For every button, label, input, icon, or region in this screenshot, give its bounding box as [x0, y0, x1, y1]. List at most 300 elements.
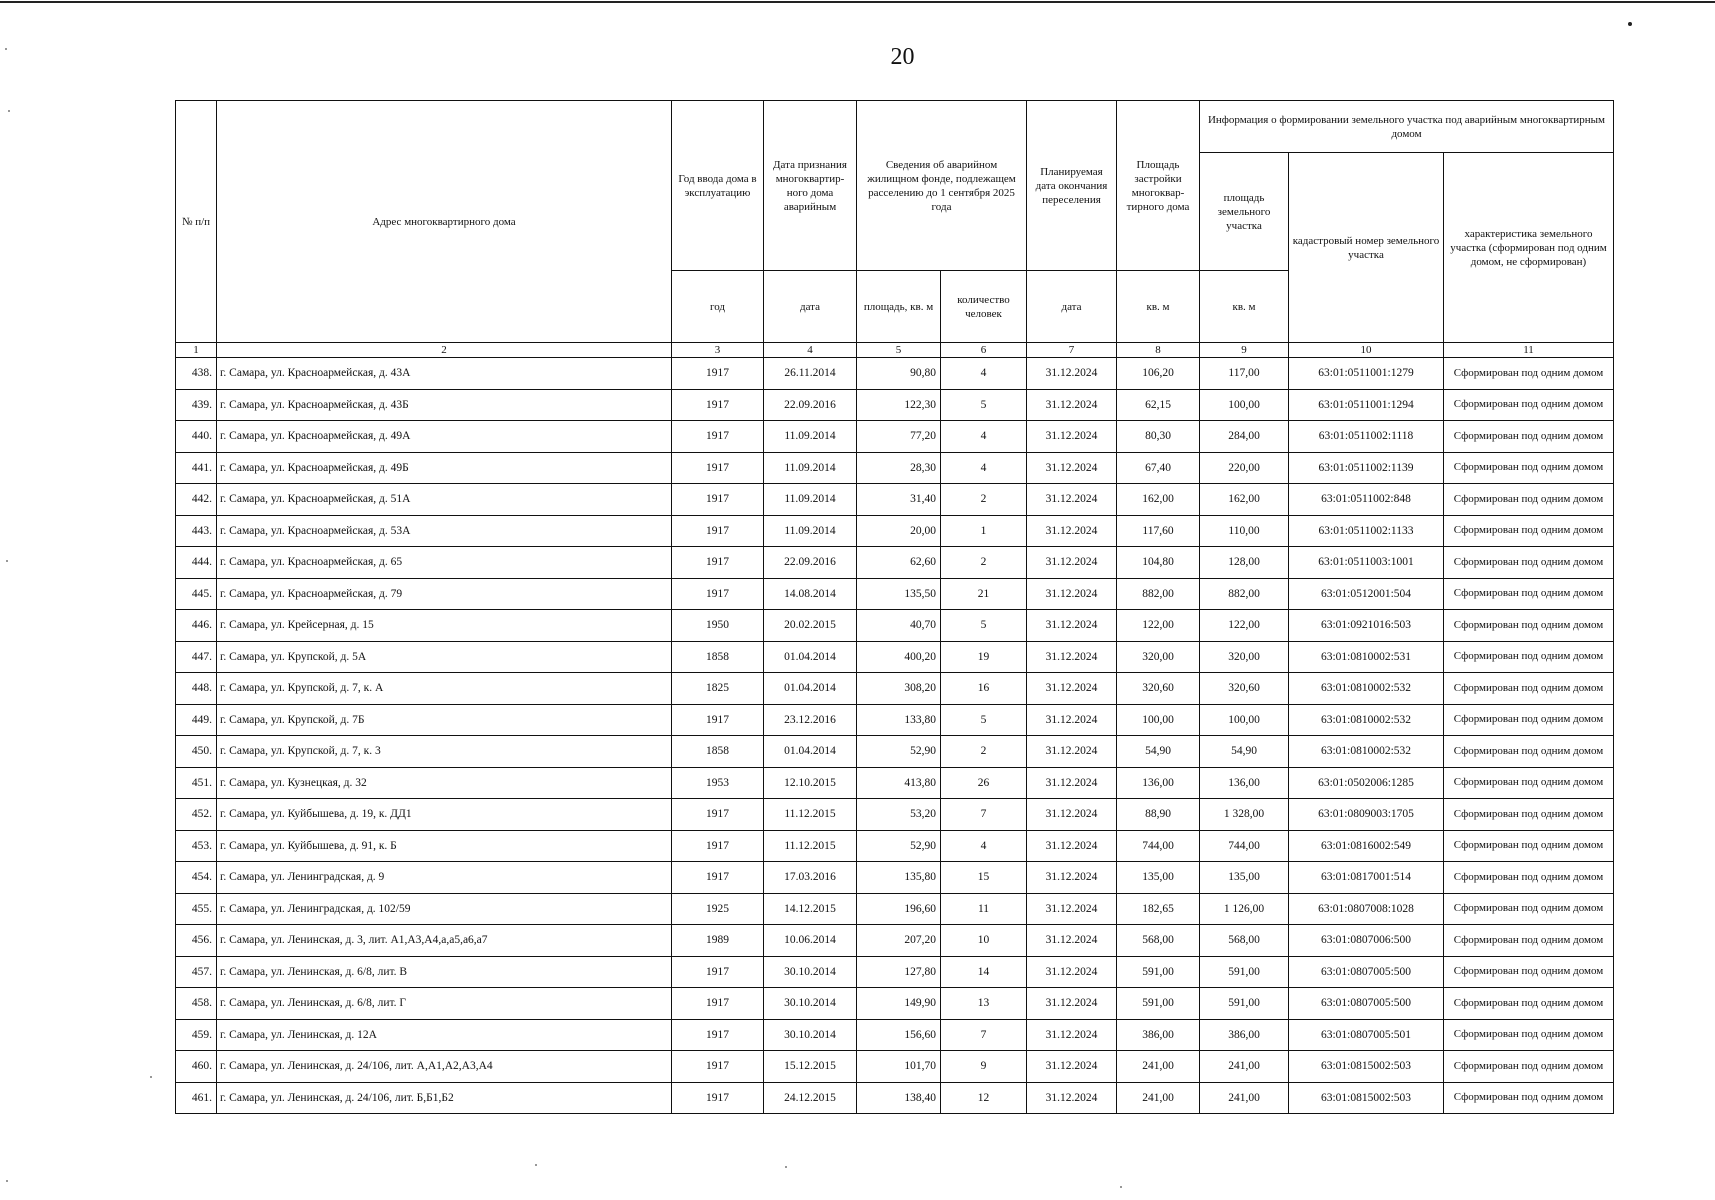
people-count-cell: 5 [941, 704, 1027, 736]
header-land-info: Информация о формировании земельного участка под аварийным многоквартирным домом [1200, 101, 1614, 153]
land-area-cell: 135,00 [1200, 862, 1289, 894]
fund-area-cell: 127,80 [857, 956, 941, 988]
fund-area-cell: 20,00 [857, 515, 941, 547]
land-area-cell: 882,00 [1200, 578, 1289, 610]
emergency-housing-table [175, 100, 1614, 1114]
planned-end-cell: 31.12.2024 [1027, 1082, 1117, 1114]
building-area-cell: 744,00 [1117, 830, 1200, 862]
table-row [176, 610, 1614, 642]
year-built-cell: 1953 [672, 767, 764, 799]
people-count-cell: 5 [941, 389, 1027, 421]
table-row [176, 547, 1614, 579]
header-planned-end: Планируемая дата окончания переселения [1027, 101, 1117, 271]
column-number: 10 [1289, 343, 1444, 358]
table-row [176, 704, 1614, 736]
building-area-cell: 241,00 [1117, 1051, 1200, 1083]
recognition-date-cell: 11.12.2015 [764, 830, 857, 862]
recognition-date-cell: 30.10.2014 [764, 956, 857, 988]
year-built-cell: 1917 [672, 484, 764, 516]
address-cell: г. Самара, ул. Красноармейская, д. 53А [217, 515, 672, 547]
people-count-cell: 19 [941, 641, 1027, 673]
cadastral-number-cell: 63:01:0511003:1001 [1289, 547, 1444, 579]
land-characteristic-cell: Сформирован под одним домом [1444, 736, 1614, 768]
year-built-cell: 1925 [672, 893, 764, 925]
recognition-date-cell: 10.06.2014 [764, 925, 857, 957]
building-area-cell: 54,90 [1117, 736, 1200, 768]
row-number: 458. [176, 988, 217, 1020]
scan-speck [5, 48, 7, 50]
planned-end-cell: 31.12.2024 [1027, 389, 1117, 421]
land-characteristic-cell: Сформирован под одним домом [1444, 925, 1614, 957]
land-characteristic-cell: Сформирован под одним домом [1444, 767, 1614, 799]
table-row [176, 925, 1614, 957]
table-row [176, 452, 1614, 484]
fund-area-cell: 400,20 [857, 641, 941, 673]
fund-area-cell: 77,20 [857, 421, 941, 453]
cadastral-number-cell: 63:01:0807006:500 [1289, 925, 1444, 957]
planned-end-cell: 31.12.2024 [1027, 893, 1117, 925]
land-characteristic-cell: Сформирован под одним домом [1444, 799, 1614, 831]
people-count-cell: 4 [941, 358, 1027, 390]
recognition-date-cell: 26.11.2014 [764, 358, 857, 390]
planned-end-cell: 31.12.2024 [1027, 767, 1117, 799]
recognition-date-cell: 11.09.2014 [764, 484, 857, 516]
address-cell: г. Самара, ул. Куйбышева, д. 19, к. ДД1 [217, 799, 672, 831]
fund-area-cell: 413,80 [857, 767, 941, 799]
land-characteristic-cell: Сформирован под одним домом [1444, 484, 1614, 516]
year-built-cell: 1917 [672, 862, 764, 894]
recognition-date-cell: 24.12.2015 [764, 1082, 857, 1114]
fund-area-cell: 138,40 [857, 1082, 941, 1114]
fund-area-cell: 149,90 [857, 988, 941, 1020]
people-count-cell: 1 [941, 515, 1027, 547]
table-row [176, 893, 1614, 925]
header-land-area: площадь земельного участка [1200, 153, 1289, 271]
scan-speck [6, 560, 8, 562]
planned-end-cell: 31.12.2024 [1027, 1019, 1117, 1051]
scan-speck [535, 1164, 537, 1166]
recognition-date-cell: 01.04.2014 [764, 736, 857, 768]
people-count-cell: 2 [941, 736, 1027, 768]
building-area-cell: 104,80 [1117, 547, 1200, 579]
row-number: 454. [176, 862, 217, 894]
table-row [176, 956, 1614, 988]
land-characteristic-cell: Сформирован под одним домом [1444, 452, 1614, 484]
year-built-cell: 1917 [672, 1082, 764, 1114]
building-area-cell: 62,15 [1117, 389, 1200, 421]
building-area-cell: 882,00 [1117, 578, 1200, 610]
fund-area-cell: 90,80 [857, 358, 941, 390]
planned-end-cell: 31.12.2024 [1027, 799, 1117, 831]
fund-area-cell: 133,80 [857, 704, 941, 736]
land-area-cell: 320,00 [1200, 641, 1289, 673]
building-area-cell: 67,40 [1117, 452, 1200, 484]
header-recognition-date: Дата признания многоквартир-ного дома аварийным [764, 101, 857, 271]
scan-speck [8, 110, 10, 112]
land-area-cell: 591,00 [1200, 956, 1289, 988]
recognition-date-cell: 23.12.2016 [764, 704, 857, 736]
planned-end-cell: 31.12.2024 [1027, 1051, 1117, 1083]
planned-end-cell: 31.12.2024 [1027, 925, 1117, 957]
year-built-cell: 1917 [672, 547, 764, 579]
column-number: 11 [1444, 343, 1614, 358]
row-number: 452. [176, 799, 217, 831]
header-unit-area: площадь, кв. м [857, 271, 941, 343]
cadastral-number-cell: 63:01:0810002:531 [1289, 641, 1444, 673]
row-number: 448. [176, 673, 217, 705]
people-count-cell: 2 [941, 547, 1027, 579]
cadastral-number-cell: 63:01:0511002:1139 [1289, 452, 1444, 484]
building-area-cell: 80,30 [1117, 421, 1200, 453]
recognition-date-cell: 01.04.2014 [764, 641, 857, 673]
people-count-cell: 10 [941, 925, 1027, 957]
row-number: 457. [176, 956, 217, 988]
cadastral-number-cell: 63:01:0809003:1705 [1289, 799, 1444, 831]
land-area-cell: 1 328,00 [1200, 799, 1289, 831]
building-area-cell: 88,90 [1117, 799, 1200, 831]
land-area-cell: 162,00 [1200, 484, 1289, 516]
cadastral-number-cell: 63:01:0815002:503 [1289, 1051, 1444, 1083]
row-number: 450. [176, 736, 217, 768]
fund-area-cell: 308,20 [857, 673, 941, 705]
year-built-cell: 1825 [672, 673, 764, 705]
row-number: 461. [176, 1082, 217, 1114]
row-number: 442. [176, 484, 217, 516]
row-number: 447. [176, 641, 217, 673]
address-cell: г. Самара, ул. Красноармейская, д. 49А [217, 421, 672, 453]
row-number: 460. [176, 1051, 217, 1083]
people-count-cell: 9 [941, 1051, 1027, 1083]
recognition-date-cell: 20.02.2015 [764, 610, 857, 642]
address-cell: г. Самара, ул. Красноармейская, д. 51А [217, 484, 672, 516]
address-cell: г. Самара, ул. Ленинская, д. 6/8, лит. В [217, 956, 672, 988]
recognition-date-cell: 14.08.2014 [764, 578, 857, 610]
recognition-date-cell: 11.09.2014 [764, 421, 857, 453]
land-area-cell: 220,00 [1200, 452, 1289, 484]
recognition-date-cell: 11.09.2014 [764, 452, 857, 484]
year-built-cell: 1917 [672, 389, 764, 421]
table-row [176, 358, 1614, 390]
cadastral-number-cell: 63:01:0810002:532 [1289, 704, 1444, 736]
row-number: 451. [176, 767, 217, 799]
land-characteristic-cell: Сформирован под одним домом [1444, 358, 1614, 390]
planned-end-cell: 31.12.2024 [1027, 956, 1117, 988]
table-row [176, 988, 1614, 1020]
cadastral-number-cell: 63:01:0511001:1279 [1289, 358, 1444, 390]
year-built-cell: 1917 [672, 421, 764, 453]
scan-speck [1628, 22, 1632, 26]
year-built-cell: 1917 [672, 1019, 764, 1051]
table-row [176, 862, 1614, 894]
people-count-cell: 4 [941, 421, 1027, 453]
table-body [176, 343, 1614, 1114]
building-area-cell: 117,60 [1117, 515, 1200, 547]
building-area-cell: 100,00 [1117, 704, 1200, 736]
planned-end-cell: 31.12.2024 [1027, 547, 1117, 579]
cadastral-number-cell: 63:01:0807005:500 [1289, 956, 1444, 988]
row-number: 440. [176, 421, 217, 453]
column-number: 3 [672, 343, 764, 358]
header-address: Адрес многоквартирного дома [217, 101, 672, 343]
column-number: 9 [1200, 343, 1289, 358]
table-header [176, 101, 1614, 343]
row-number: 443. [176, 515, 217, 547]
building-area-cell: 135,00 [1117, 862, 1200, 894]
planned-end-cell: 31.12.2024 [1027, 452, 1117, 484]
people-count-cell: 13 [941, 988, 1027, 1020]
table-row [176, 578, 1614, 610]
address-cell: г. Самара, ул. Ленинградская, д. 9 [217, 862, 672, 894]
planned-end-cell: 31.12.2024 [1027, 358, 1117, 390]
row-number: 456. [176, 925, 217, 957]
address-cell: г. Самара, ул. Ленинская, д. 24/106, лит. Б,Б1,Б2 [217, 1082, 672, 1114]
row-number: 449. [176, 704, 217, 736]
land-area-cell: 241,00 [1200, 1082, 1289, 1114]
year-built-cell: 1917 [672, 704, 764, 736]
land-area-cell: 568,00 [1200, 925, 1289, 957]
table-row [176, 389, 1614, 421]
building-area-cell: 386,00 [1117, 1019, 1200, 1051]
address-cell: г. Самара, ул. Красноармейская, д. 43А [217, 358, 672, 390]
land-area-cell: 128,00 [1200, 547, 1289, 579]
address-cell: г. Самара, ул. Красноармейская, д. 43Б [217, 389, 672, 421]
building-area-cell: 320,00 [1117, 641, 1200, 673]
year-built-cell: 1917 [672, 578, 764, 610]
cadastral-number-cell: 63:01:0511002:1118 [1289, 421, 1444, 453]
recognition-date-cell: 12.10.2015 [764, 767, 857, 799]
fund-area-cell: 207,20 [857, 925, 941, 957]
address-cell: г. Самара, ул. Ленинградская, д. 102/59 [217, 893, 672, 925]
address-cell: г. Самара, ул. Куйбышева, д. 91, к. Б [217, 830, 672, 862]
planned-end-cell: 31.12.2024 [1027, 736, 1117, 768]
building-area-cell: 591,00 [1117, 956, 1200, 988]
recognition-date-cell: 15.12.2015 [764, 1051, 857, 1083]
row-number: 455. [176, 893, 217, 925]
fund-area-cell: 135,80 [857, 862, 941, 894]
people-count-cell: 16 [941, 673, 1027, 705]
land-area-cell: 100,00 [1200, 704, 1289, 736]
header-unit-people: количество человек [941, 271, 1027, 343]
people-count-cell: 2 [941, 484, 1027, 516]
year-built-cell: 1858 [672, 736, 764, 768]
cadastral-number-cell: 63:01:0921016:503 [1289, 610, 1444, 642]
recognition-date-cell: 01.04.2014 [764, 673, 857, 705]
header-year-built: Год ввода дома в эксплуатацию [672, 101, 764, 271]
planned-end-cell: 31.12.2024 [1027, 862, 1117, 894]
address-cell: г. Самара, ул. Крупской, д. 5А [217, 641, 672, 673]
planned-end-cell: 31.12.2024 [1027, 515, 1117, 547]
land-area-cell: 100,00 [1200, 389, 1289, 421]
year-built-cell: 1917 [672, 988, 764, 1020]
land-characteristic-cell: Сформирован под одним домом [1444, 547, 1614, 579]
table-row [176, 673, 1614, 705]
row-number: 439. [176, 389, 217, 421]
people-count-cell: 5 [941, 610, 1027, 642]
row-number: 453. [176, 830, 217, 862]
land-area-cell: 386,00 [1200, 1019, 1289, 1051]
land-characteristic-cell: Сформирован под одним домом [1444, 1051, 1614, 1083]
header-unit-date2: дата [1027, 271, 1117, 343]
land-area-cell: 284,00 [1200, 421, 1289, 453]
land-characteristic-cell: Сформирован под одним домом [1444, 704, 1614, 736]
address-cell: г. Самара, ул. Ленинская, д. 24/106, лит. А,А1,А2,А3,А4 [217, 1051, 672, 1083]
top-border-line [0, 1, 1715, 3]
land-characteristic-cell: Сформирован под одним домом [1444, 673, 1614, 705]
column-number: 8 [1117, 343, 1200, 358]
fund-area-cell: 53,20 [857, 799, 941, 831]
building-area-cell: 162,00 [1117, 484, 1200, 516]
building-area-cell: 136,00 [1117, 767, 1200, 799]
row-number: 445. [176, 578, 217, 610]
row-number: 438. [176, 358, 217, 390]
column-number: 6 [941, 343, 1027, 358]
people-count-cell: 14 [941, 956, 1027, 988]
cadastral-number-cell: 63:01:0511002:848 [1289, 484, 1444, 516]
column-number-row [176, 343, 1614, 358]
land-characteristic-cell: Сформирован под одним домом [1444, 610, 1614, 642]
table-row [176, 830, 1614, 862]
building-area-cell: 241,00 [1117, 1082, 1200, 1114]
planned-end-cell: 31.12.2024 [1027, 673, 1117, 705]
land-characteristic-cell: Сформирован под одним домом [1444, 893, 1614, 925]
land-characteristic-cell: Сформирован под одним домом [1444, 988, 1614, 1020]
header-unit-year: год [672, 271, 764, 343]
recognition-date-cell: 11.12.2015 [764, 799, 857, 831]
land-area-cell: 110,00 [1200, 515, 1289, 547]
fund-area-cell: 156,60 [857, 1019, 941, 1051]
cadastral-number-cell: 63:01:0511001:1294 [1289, 389, 1444, 421]
land-characteristic-cell: Сформирован под одним домом [1444, 515, 1614, 547]
header-unit-date: дата [764, 271, 857, 343]
fund-area-cell: 122,30 [857, 389, 941, 421]
recognition-date-cell: 11.09.2014 [764, 515, 857, 547]
cadastral-number-cell: 63:01:0807005:501 [1289, 1019, 1444, 1051]
table-row [176, 641, 1614, 673]
fund-area-cell: 62,60 [857, 547, 941, 579]
building-area-cell: 122,00 [1117, 610, 1200, 642]
table-row [176, 736, 1614, 768]
header-building-area: Площадь застройки многоквар-тирного дома [1117, 101, 1200, 271]
land-characteristic-cell: Сформирован под одним домом [1444, 389, 1614, 421]
land-characteristic-cell: Сформирован под одним домом [1444, 830, 1614, 862]
table-row [176, 421, 1614, 453]
column-number: 5 [857, 343, 941, 358]
address-cell: г. Самара, ул. Ленинская, д. 12А [217, 1019, 672, 1051]
recognition-date-cell: 22.09.2016 [764, 547, 857, 579]
people-count-cell: 7 [941, 799, 1027, 831]
fund-area-cell: 28,30 [857, 452, 941, 484]
table-row [176, 1051, 1614, 1083]
people-count-cell: 11 [941, 893, 1027, 925]
year-built-cell: 1950 [672, 610, 764, 642]
land-characteristic-cell: Сформирован под одним домом [1444, 956, 1614, 988]
fund-area-cell: 135,50 [857, 578, 941, 610]
table-row [176, 1082, 1614, 1114]
address-cell: г. Самара, ул. Красноармейская, д. 65 [217, 547, 672, 579]
cadastral-number-cell: 63:01:0502006:1285 [1289, 767, 1444, 799]
cadastral-number-cell: 63:01:0816002:549 [1289, 830, 1444, 862]
address-cell: г. Самара, ул. Кузнецкая, д. 32 [217, 767, 672, 799]
scan-speck [150, 1076, 152, 1078]
header-unit-sqm: кв. м [1117, 271, 1200, 343]
page-number: 20 [890, 44, 915, 70]
people-count-cell: 15 [941, 862, 1027, 894]
year-built-cell: 1989 [672, 925, 764, 957]
recognition-date-cell: 22.09.2016 [764, 389, 857, 421]
land-area-cell: 136,00 [1200, 767, 1289, 799]
year-built-cell: 1917 [672, 452, 764, 484]
scan-speck [6, 1180, 8, 1182]
year-built-cell: 1858 [672, 641, 764, 673]
year-built-cell: 1917 [672, 1051, 764, 1083]
fund-area-cell: 52,90 [857, 830, 941, 862]
year-built-cell: 1917 [672, 358, 764, 390]
land-characteristic-cell: Сформирован под одним домом [1444, 421, 1614, 453]
people-count-cell: 21 [941, 578, 1027, 610]
fund-area-cell: 52,90 [857, 736, 941, 768]
scan-speck [1120, 1186, 1122, 1188]
planned-end-cell: 31.12.2024 [1027, 704, 1117, 736]
header-cadastral: кадастровый номер земельного участка [1289, 153, 1444, 343]
planned-end-cell: 31.12.2024 [1027, 641, 1117, 673]
fund-area-cell: 31,40 [857, 484, 941, 516]
table-row [176, 767, 1614, 799]
address-cell: г. Самара, ул. Крупской, д. 7, к. 3 [217, 736, 672, 768]
column-number: 1 [176, 343, 217, 358]
building-area-cell: 182,65 [1117, 893, 1200, 925]
fund-area-cell: 40,70 [857, 610, 941, 642]
land-area-cell: 320,60 [1200, 673, 1289, 705]
header-num: № п/п [176, 101, 217, 343]
land-characteristic-cell: Сформирован под одним домом [1444, 578, 1614, 610]
building-area-cell: 320,60 [1117, 673, 1200, 705]
land-area-cell: 1 126,00 [1200, 893, 1289, 925]
recognition-date-cell: 30.10.2014 [764, 988, 857, 1020]
row-number: 444. [176, 547, 217, 579]
planned-end-cell: 31.12.2024 [1027, 830, 1117, 862]
address-cell: г. Самара, ул. Красноармейская, д. 49Б [217, 452, 672, 484]
land-characteristic-cell: Сформирован под одним домом [1444, 1082, 1614, 1114]
column-number: 2 [217, 343, 672, 358]
people-count-cell: 7 [941, 1019, 1027, 1051]
column-number: 4 [764, 343, 857, 358]
land-area-cell: 54,90 [1200, 736, 1289, 768]
people-count-cell: 4 [941, 830, 1027, 862]
address-cell: г. Самара, ул. Ленинская, д. 3, лит. А1,А3,А4,а,а5,а6,а7 [217, 925, 672, 957]
people-count-cell: 26 [941, 767, 1027, 799]
people-count-cell: 12 [941, 1082, 1027, 1114]
land-area-cell: 241,00 [1200, 1051, 1289, 1083]
address-cell: г. Самара, ул. Ленинская, д. 6/8, лит. Г [217, 988, 672, 1020]
people-count-cell: 4 [941, 452, 1027, 484]
recognition-date-cell: 14.12.2015 [764, 893, 857, 925]
address-cell: г. Самара, ул. Крейсерная, д. 15 [217, 610, 672, 642]
cadastral-number-cell: 63:01:0511002:1133 [1289, 515, 1444, 547]
year-built-cell: 1917 [672, 830, 764, 862]
year-built-cell: 1917 [672, 799, 764, 831]
recognition-date-cell: 30.10.2014 [764, 1019, 857, 1051]
planned-end-cell: 31.12.2024 [1027, 421, 1117, 453]
land-area-cell: 744,00 [1200, 830, 1289, 862]
column-number: 7 [1027, 343, 1117, 358]
land-area-cell: 117,00 [1200, 358, 1289, 390]
table-row [176, 484, 1614, 516]
table-row [176, 799, 1614, 831]
building-area-cell: 591,00 [1117, 988, 1200, 1020]
recognition-date-cell: 17.03.2016 [764, 862, 857, 894]
address-cell: г. Самара, ул. Крупской, д. 7, к. А [217, 673, 672, 705]
cadastral-number-cell: 63:01:0810002:532 [1289, 673, 1444, 705]
